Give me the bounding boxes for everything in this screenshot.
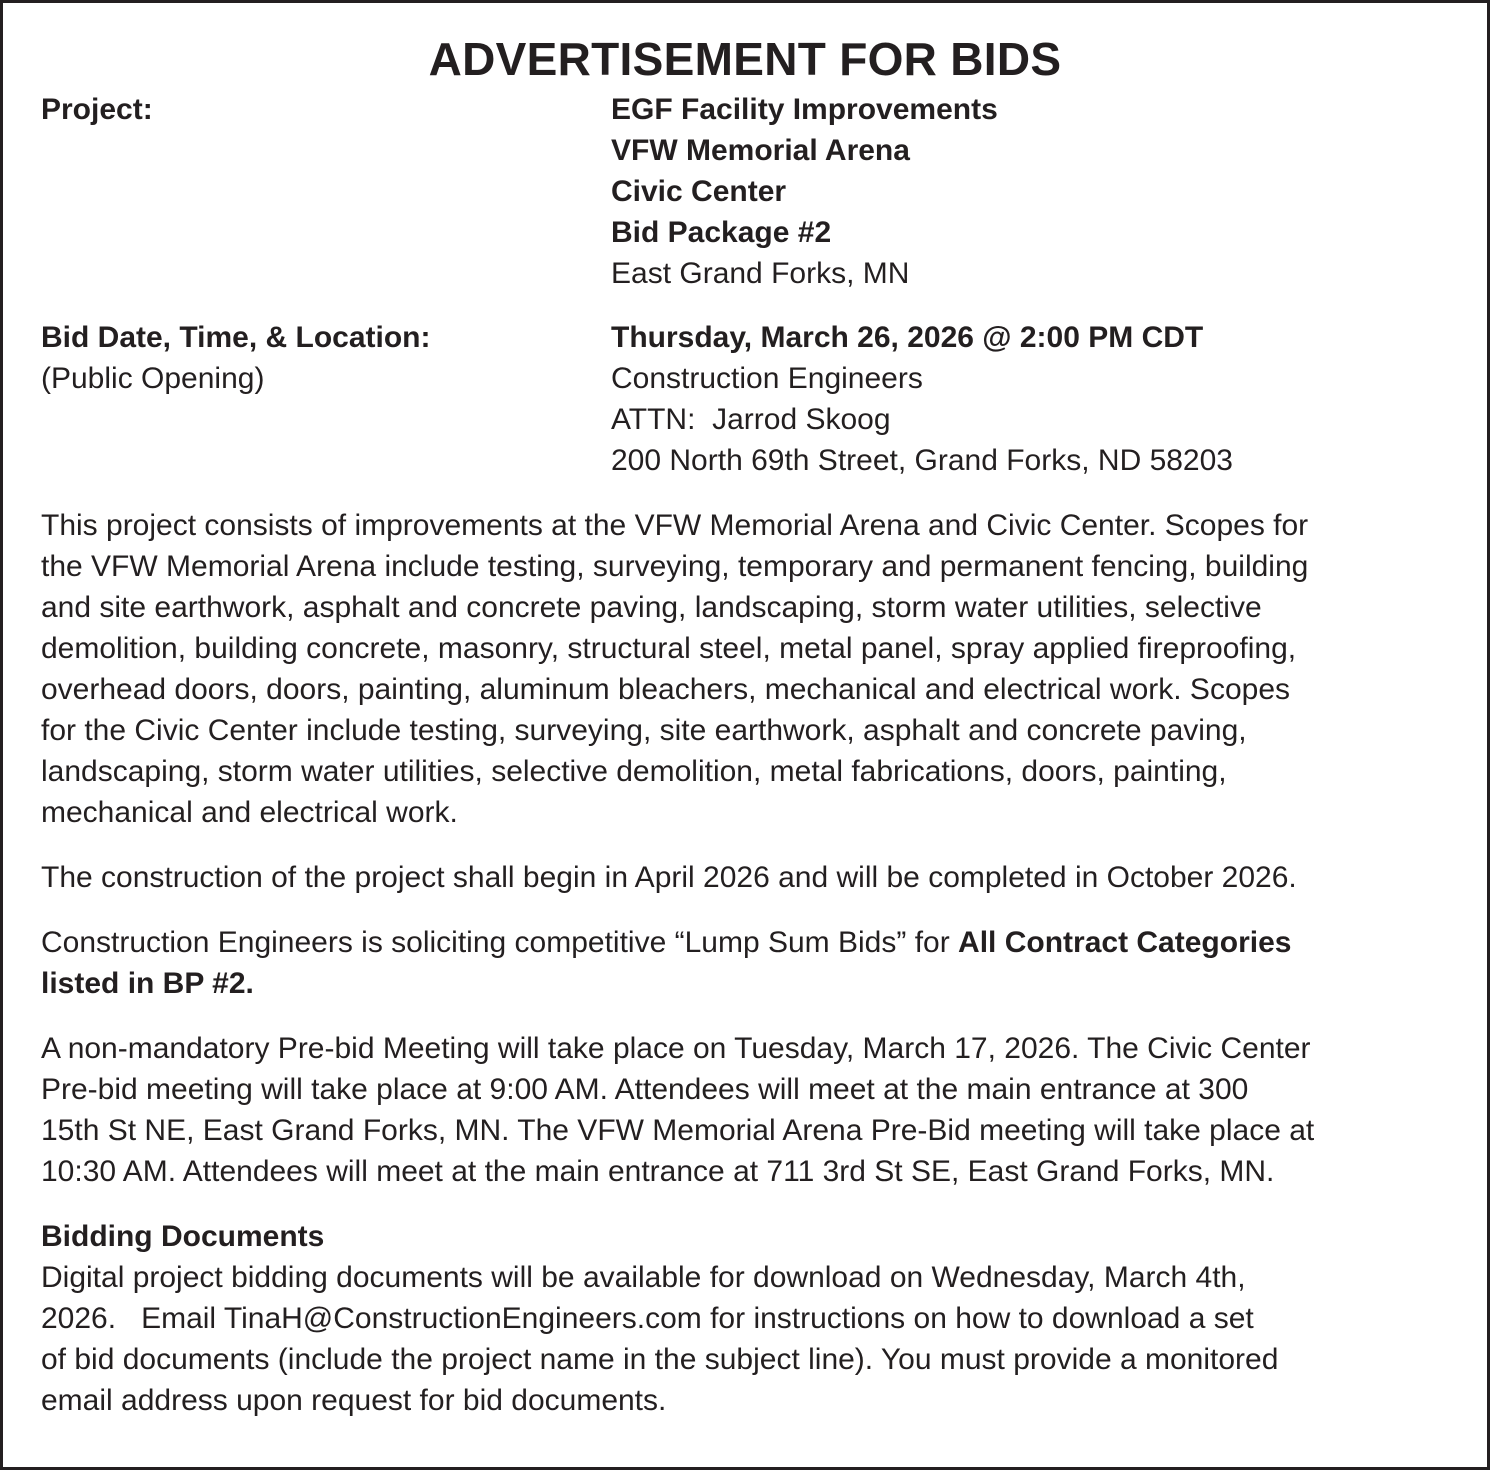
- schedule-paragraph: The construction of the project shall begin in April 2026 and will be completed in October 2026.: [41, 861, 1297, 894]
- scope-line: for the Civic Center include testing, surveying, site earthwork, asphalt and concrete paving,: [41, 714, 1247, 747]
- bid-label-block: [41, 317, 611, 481]
- bidding-documents-line: email address upon request for bid documents.: [41, 1384, 667, 1417]
- bidding-documents-section: [41, 1216, 1449, 1421]
- bid-datetime: Thursday, March 26, 2026 @ 2:00 PM CDT: [611, 321, 1204, 354]
- bid-address-line: Construction Engineers: [611, 362, 923, 395]
- project-details: [611, 89, 1449, 294]
- project-label: Project:: [41, 93, 153, 126]
- page-title: ADVERTISEMENT FOR BIDS: [428, 33, 1062, 85]
- prebid-line: A non-mandatory Pre-bid Meeting will take place on Tuesday, March 17, 2026. The Civic Center: [41, 1032, 1311, 1065]
- solicitation-paragraph: [41, 922, 1449, 1004]
- bid-section: [41, 317, 1449, 481]
- prebid-line: 15th St NE, East Grand Forks, MN. The VFW Memorial Arena Pre-Bid meeting will take place at: [41, 1114, 1315, 1147]
- scope-line: the VFW Memorial Arena include testing, surveying, temporary and permanent fencing, building: [41, 550, 1309, 583]
- bid-sublabel: (Public Opening): [41, 362, 265, 395]
- bidding-documents-line: Digital project bidding documents will be available for download on Wednesday, March 4th,: [41, 1261, 1246, 1294]
- solicitation-line: [41, 922, 1449, 963]
- scope-line: landscaping, storm water utilities, selective demolition, metal fabrications, doors, painting,: [41, 755, 1227, 788]
- project-line: Bid Package #2: [611, 216, 832, 249]
- bidding-documents-heading: Bidding Documents: [41, 1220, 325, 1253]
- solicitation-text: Construction Engineers is soliciting competitive “Lump Sum Bids” for: [41, 926, 959, 959]
- bid-label: Bid Date, Time, & Location:: [41, 321, 431, 354]
- prebid-line: 10:30 AM. Attendees will meet at the main entrance at 711 3rd St SE, East Grand Forks, MN.: [41, 1155, 1275, 1188]
- scope-line: demolition, building concrete, masonry, structural steel, metal panel, spray applied fireproofing,: [41, 632, 1297, 665]
- bid-details: [611, 317, 1449, 481]
- bidding-documents-line: 2026. Email TinaH@ConstructionEngineers.com for instructions on how to download a set: [41, 1302, 1254, 1335]
- scope-paragraph: [41, 505, 1449, 833]
- bid-address-line: 200 North 69th Street, Grand Forks, ND 58203: [611, 444, 1233, 477]
- bidding-documents-line: of bid documents (include the project name in the subject line). You must provide a monitored: [41, 1343, 1279, 1376]
- scope-line: mechanical and electrical work.: [41, 796, 458, 829]
- project-line: Civic Center: [611, 175, 787, 208]
- bid-address-line: ATTN: Jarrod Skoog: [611, 403, 891, 436]
- project-section: [41, 89, 1449, 294]
- project-line: EGF Facility Improvements: [611, 93, 998, 126]
- solicitation-bold-1: All Contract Categories: [958, 926, 1292, 959]
- solicitation-bold-2: listed in BP #2.: [41, 967, 254, 1000]
- prebid-paragraph: [41, 1028, 1449, 1192]
- project-line: VFW Memorial Arena: [611, 134, 910, 167]
- scope-line: and site earthwork, asphalt and concrete paving, landscaping, storm water utilities, selective: [41, 591, 1262, 624]
- project-location: East Grand Forks, MN: [611, 257, 910, 290]
- scope-line: This project consists of improvements at the VFW Memorial Arena and Civic Center. Scopes for: [41, 509, 1309, 542]
- prebid-line: Pre-bid meeting will take place at 9:00 AM. Attendees will meet at the main entrance at 300: [41, 1073, 1249, 1106]
- scope-line: overhead doors, doors, painting, aluminum bleachers, mechanical and electrical work. Scopes: [41, 673, 1290, 706]
